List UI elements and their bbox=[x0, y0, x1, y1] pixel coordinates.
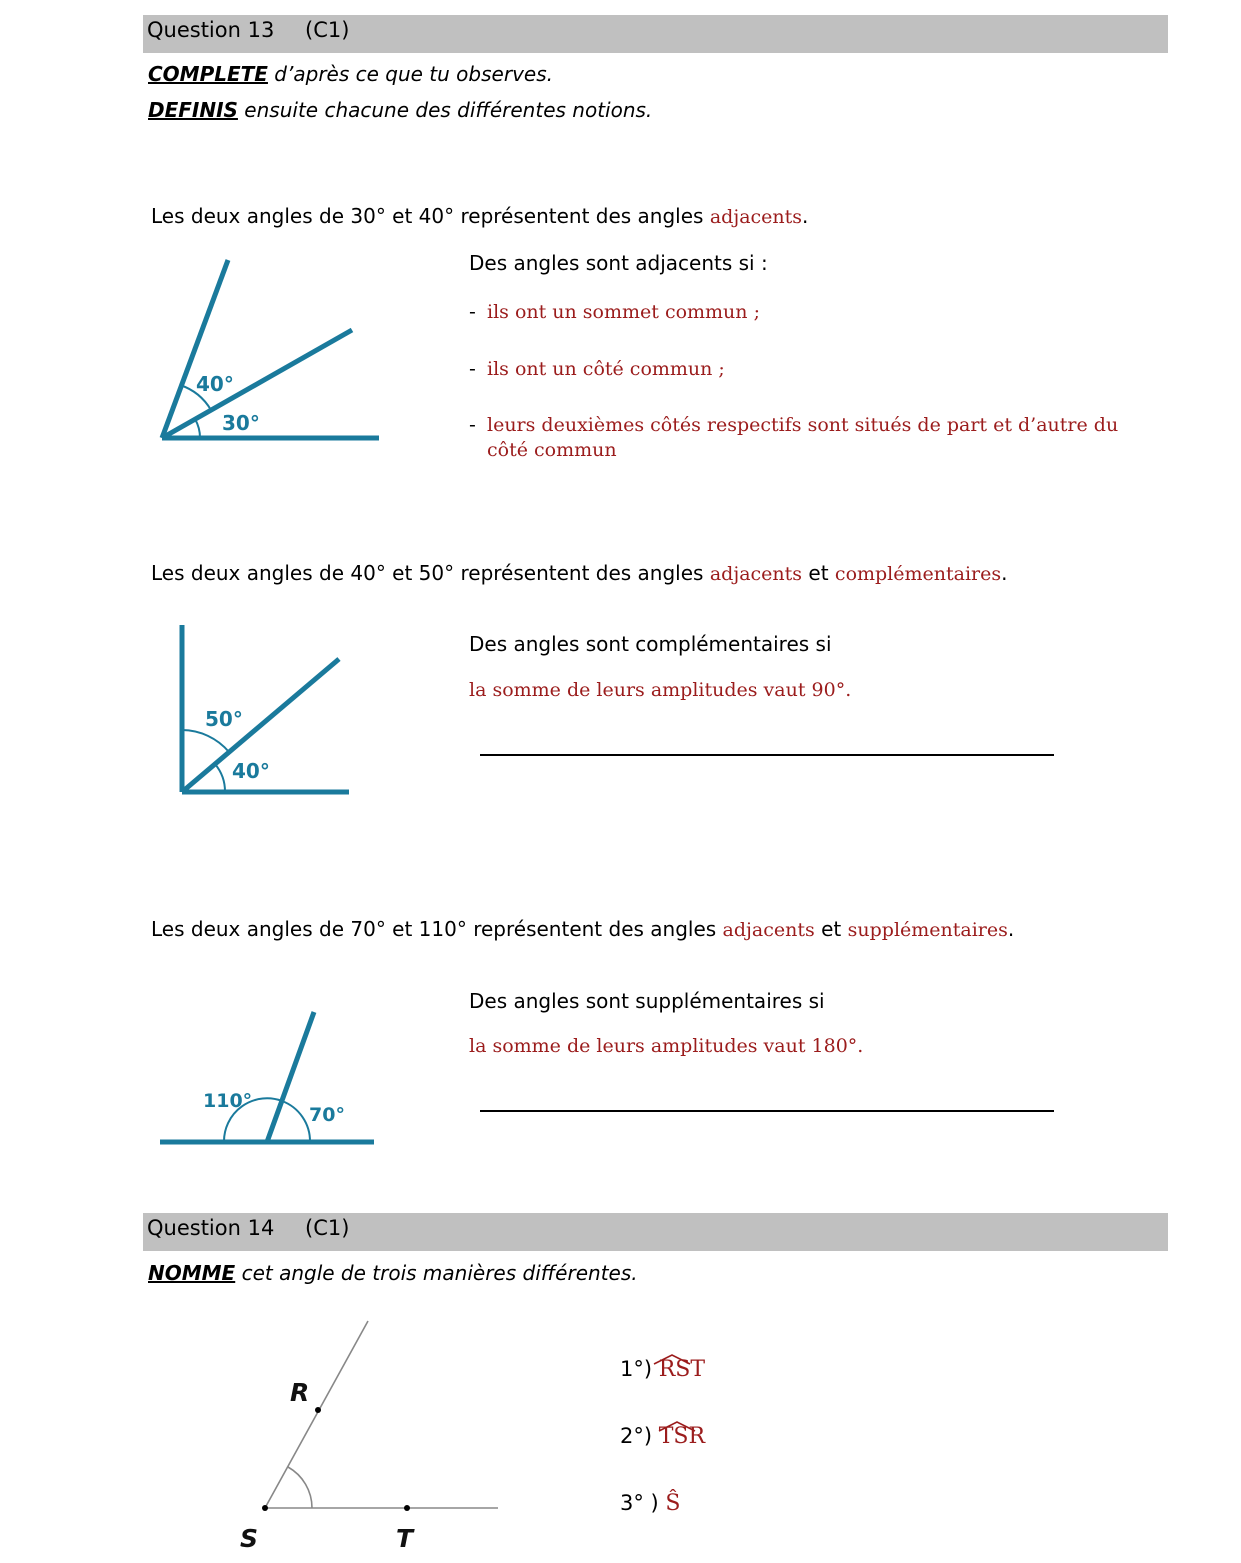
instruction-complete bbox=[148, 62, 553, 86]
hat-icon bbox=[650, 1352, 700, 1368]
label-50: 50° bbox=[205, 707, 243, 731]
definition-complementary-answer bbox=[469, 679, 851, 701]
label-s: S bbox=[240, 1524, 259, 1553]
bullet-3-continued bbox=[487, 439, 617, 461]
answer-adjacents[interactable]: adjacents bbox=[709, 206, 803, 228]
answer-sum-180[interactable]: la somme de leurs amplitudes vaut 180°. bbox=[469, 1035, 864, 1057]
point-t bbox=[404, 1505, 410, 1511]
point-s bbox=[262, 1505, 268, 1511]
statement-suffix: . bbox=[802, 204, 809, 228]
name-item-2-label: 2°) bbox=[620, 1424, 659, 1448]
figure-complementary-angles bbox=[165, 620, 365, 805]
instruction-definis bbox=[148, 98, 652, 122]
label-40: 40° bbox=[232, 759, 270, 783]
label-r: R bbox=[290, 1378, 310, 1407]
hat-icon bbox=[655, 1419, 705, 1435]
statement-mid: et bbox=[802, 561, 835, 585]
answer-name-3[interactable]: Ŝ bbox=[665, 1491, 681, 1516]
ray-oblique bbox=[267, 1012, 314, 1142]
answer-sum-90[interactable]: la somme de leurs amplitudes vaut 90°. bbox=[469, 679, 852, 701]
answer-bullet-3-cont[interactable]: côté commun bbox=[487, 439, 617, 461]
answer-bullet-3[interactable]: leurs deuxièmes côtés respectifs sont situés de part et d’autre du bbox=[487, 414, 1119, 436]
blank-line[interactable] bbox=[480, 1110, 1054, 1112]
label-40: 40° bbox=[196, 372, 234, 396]
answer-name-1[interactable]: RST bbox=[658, 1357, 706, 1382]
statement-text: Les deux angles de 40° et 50° représentent des angles bbox=[151, 561, 710, 585]
label-30: 30° bbox=[222, 411, 260, 435]
statement-mid: et bbox=[814, 917, 848, 941]
statement-text: Les deux angles de 30° et 40° représentent des angles bbox=[151, 204, 710, 228]
definition-adjacent-title: Des angles sont adjacents si : bbox=[469, 251, 768, 275]
statement-supplementary bbox=[151, 917, 1014, 941]
definition-supplementary-answer bbox=[469, 1035, 863, 1057]
definition-supplementary-title: Des angles sont supplémentaires si bbox=[469, 989, 825, 1013]
statement-adjacent bbox=[151, 204, 808, 228]
keyword-nomme: NOMME bbox=[148, 1261, 236, 1285]
answer-supplementaires[interactable]: supplémentaires bbox=[847, 919, 1008, 941]
question-13-header bbox=[143, 15, 1168, 53]
statement-text: Les deux angles de 70° et 110° représentent des angles bbox=[151, 917, 723, 941]
ray-sr bbox=[265, 1321, 368, 1508]
instruction-nomme-text: cet angle de trois manières différentes. bbox=[235, 1261, 638, 1285]
statement-suffix: . bbox=[1007, 917, 1015, 941]
answer-name-2[interactable]: TSR bbox=[658, 1424, 706, 1449]
label-t: T bbox=[396, 1524, 414, 1553]
answer-adjacents-3[interactable]: adjacents bbox=[722, 919, 815, 941]
arc-50 bbox=[182, 730, 229, 752]
angle-arc bbox=[288, 1467, 312, 1508]
bullet-2: - ils ont un côté commun ; bbox=[469, 358, 725, 380]
figure-adjacent-angles bbox=[150, 250, 390, 450]
question-13-competence: (C1) bbox=[305, 18, 350, 42]
statement-suffix: . bbox=[1001, 561, 1008, 585]
instruction-complete-text: d’après ce que tu observes. bbox=[267, 62, 553, 86]
statement-complementary bbox=[151, 561, 1007, 585]
bullet-1: - ils ont un sommet commun ; bbox=[469, 301, 760, 323]
definition-complementary-title: Des angles sont complémentaires si bbox=[469, 632, 832, 656]
answer-bullet-1[interactable]: ils ont un sommet commun ; bbox=[487, 301, 760, 323]
answer-bullet-2[interactable]: ils ont un côté commun ; bbox=[487, 358, 725, 380]
question-14-title: Question 14 bbox=[147, 1216, 275, 1240]
figure-supplementary-angles bbox=[155, 1005, 380, 1150]
name-item-3 bbox=[620, 1491, 680, 1516]
figure-angle-rst bbox=[230, 1315, 510, 1555]
question-14-header bbox=[143, 1213, 1168, 1251]
question-13-title: Question 13 bbox=[147, 18, 275, 42]
arc-40 bbox=[215, 764, 225, 792]
question-14-competence: (C1) bbox=[305, 1216, 350, 1240]
keyword-complete: COMPLETE bbox=[148, 62, 268, 86]
ray-upper bbox=[162, 260, 228, 438]
instruction-nomme bbox=[148, 1261, 638, 1285]
blank-line[interactable] bbox=[480, 754, 1054, 756]
arc-70 bbox=[282, 1101, 310, 1142]
name-item-1-label: 1°) bbox=[620, 1357, 659, 1381]
answer-adjacents-2[interactable]: adjacents bbox=[709, 563, 803, 585]
bullet-3: - leurs deuxièmes côtés respectifs sont situés de part et d’autre du bbox=[469, 414, 1119, 436]
arc-30 bbox=[195, 419, 200, 438]
keyword-definis: DEFINIS bbox=[148, 98, 238, 122]
label-110: 110° bbox=[203, 1090, 253, 1112]
point-r bbox=[315, 1407, 321, 1413]
instruction-definis-text: ensuite chacune des différentes notions. bbox=[237, 98, 653, 122]
answer-complementaires[interactable]: complémentaires bbox=[834, 563, 1002, 585]
name-item-3-label: 3° ) bbox=[620, 1491, 666, 1515]
label-70: 70° bbox=[309, 1104, 345, 1126]
